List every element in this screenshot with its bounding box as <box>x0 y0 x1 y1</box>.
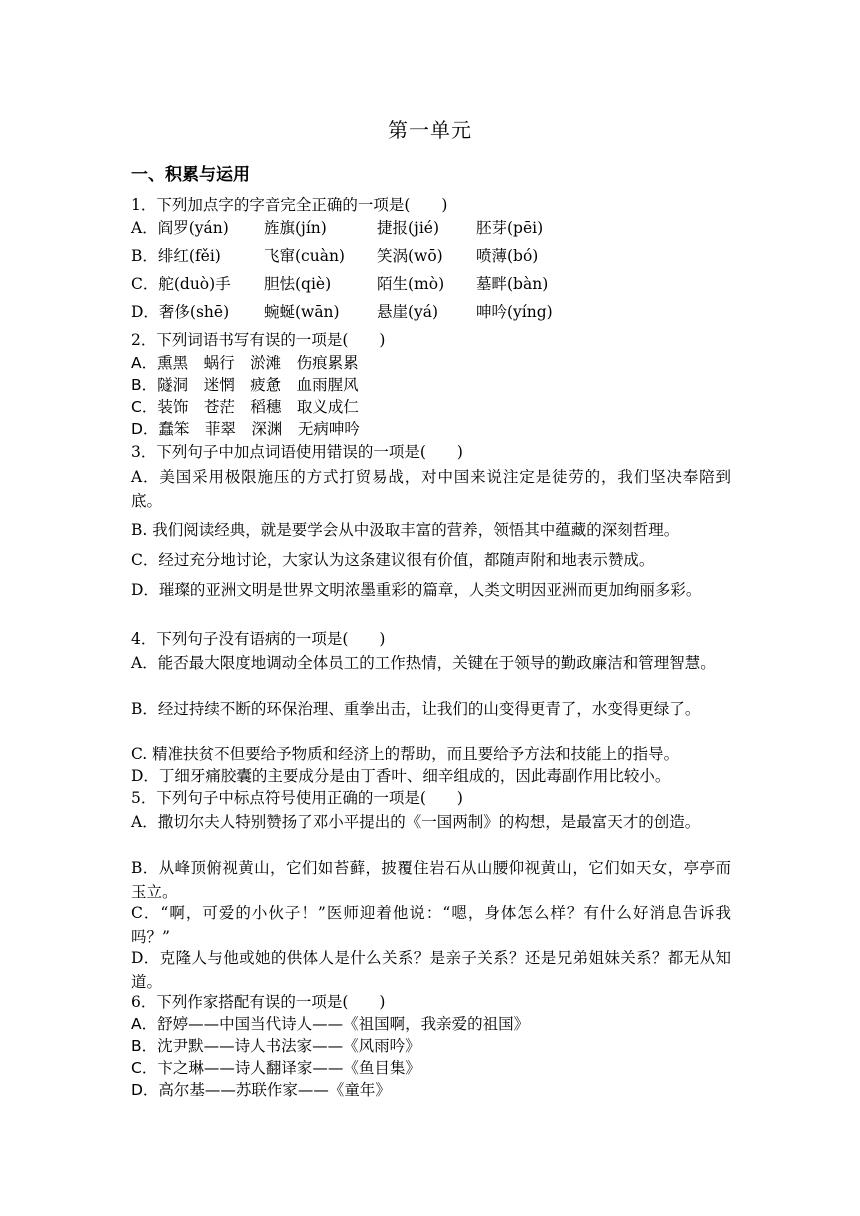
question-1-option-b-item-3: 笑涡(wō) <box>377 247 443 265</box>
question-5-option-c: C．“啊，可爱的小伙子！”医师迎着他说：“嗯，身体怎么样？有什么好消息告诉我吗？” <box>131 904 731 946</box>
question-3-option-b: B. 我们阅读经典，就是要学会从中汲取丰富的营养，领悟其中蕴藏的深刻哲理。 <box>131 521 680 539</box>
question-3-stem: 3．下列句子中加点词语使用错误的一项是( ) <box>131 443 463 461</box>
question-3-option-c: C．经过充分地讨论，大家认为这条建议很有价值，都随声附和地表示赞成。 <box>131 551 655 569</box>
question-3-option-a: A．美国采用极限施压的方式打贸易战，对中国来说注定是徒劳的，我们坚决奉陪到底。 <box>131 468 731 510</box>
question-5-option-b: B．从峰顶俯视黄山，它们如苔藓，披覆住岩石从山腰仰视黄山，它们如天女，亭亭而玉立。 <box>131 859 731 901</box>
question-1-option-a-item-4: 胚芽(pēi) <box>476 219 544 237</box>
question-6-option-b: B．沈尹默——诗人书法家——《风雨吟》 <box>131 1037 421 1055</box>
question-1-option-c-item-2: 胆怯(qiè) <box>264 275 332 293</box>
question-5-option-a: A．撒切尔夫人特别赞扬了邓小平提出的《一国两制》的构想，是最富天才的创造。 <box>131 813 701 831</box>
question-1-option-b-item-4: 喷薄(bó) <box>476 247 539 265</box>
question-1-option-a-item-1: A．阎罗(yán) <box>131 219 229 237</box>
question-5-stem: 5．下列句子中标点符号使用正确的一项是( ) <box>131 789 463 807</box>
question-4-option-b: B．经过持续不断的环保治理、重拳出击，让我们的山变得更青了，水变得更绿了。 <box>131 700 701 718</box>
question-2-stem: 2．下列词语书写有误的一项是( ) <box>131 331 386 349</box>
question-1-option-b-item-2: 飞窜(cuàn) <box>264 247 345 265</box>
question-2-option-c: C．装饰 苍茫 稻穗 取义成仁 <box>131 398 359 416</box>
question-1-option-a-item-3: 捷报(jié) <box>377 219 440 237</box>
question-4-option-a: A．能否最大限度地调动全体员工的工作热情，关键在于领导的勤政廉洁和管理智慧。 <box>131 654 716 672</box>
question-1-option-c-item-1: C．舵(duò)手 <box>131 275 231 293</box>
question-2-option-d: D．蠢笨 菲翠 深渊 无病呻吟 <box>131 420 360 438</box>
question-1-option-d-item-4: 呻吟(yíng) <box>476 303 553 321</box>
question-1-stem: 1．下列加点字的字音完全正确的一项是( ) <box>131 196 448 214</box>
question-1-option-d-item-3: 悬崖(yá) <box>377 303 439 321</box>
page-title: 第一单元 <box>388 118 472 142</box>
question-1-option-d-item-2: 蜿蜒(wān) <box>264 303 340 321</box>
question-6-stem: 6．下列作家搭配有误的一项是( ) <box>131 993 386 1011</box>
question-2-option-b: B．隧洞 迷惘 疲惫 血雨腥风 <box>131 376 359 394</box>
question-1-option-b-item-1: B．绯红(fěi) <box>131 247 221 265</box>
question-4-option-d: D．丁细牙痛胶囊的主要成分是由丁香叶、细辛组成的，因此毒副作用比较小。 <box>131 767 671 785</box>
question-6-option-c: C．卞之琳——诗人翻译家——《鱼目集》 <box>131 1059 421 1077</box>
question-4-stem: 4．下列句子没有语病的一项是( ) <box>131 630 386 648</box>
question-5-option-d: D．克隆人与他或她的供体人是什么关系？是亲子关系？还是兄弟姐妹关系？都无从知道。 <box>131 949 731 991</box>
question-4-option-c: C. 精准扶贫不但要给予物质和经济上的帮助，而且要给予方法和技能上的指导。 <box>131 745 680 763</box>
question-1-option-d-item-1: D．奢侈(shē) <box>131 303 230 321</box>
question-1-option-a-item-2: 旌旗(jín) <box>264 219 327 237</box>
question-2-option-a: A．熏黑 蜗行 淤滩 伤痕累累 <box>131 354 359 372</box>
question-3-option-d: D．璀璨的亚洲文明是世界文明浓墨重彩的篇章，人类文明因亚洲而更加绚丽多彩。 <box>131 581 702 599</box>
question-1-option-c-item-3: 陌生(mò) <box>377 275 445 293</box>
question-6-option-d: D．高尔基——苏联作家——《童年》 <box>131 1081 391 1099</box>
question-6-option-a: A．舒婷——中国当代诗人——《祖国啊，我亲爱的祖国》 <box>131 1015 530 1033</box>
question-1-option-c-item-4: 墓畔(bàn) <box>476 275 549 293</box>
section-heading: 一、积累与运用 <box>131 165 250 185</box>
